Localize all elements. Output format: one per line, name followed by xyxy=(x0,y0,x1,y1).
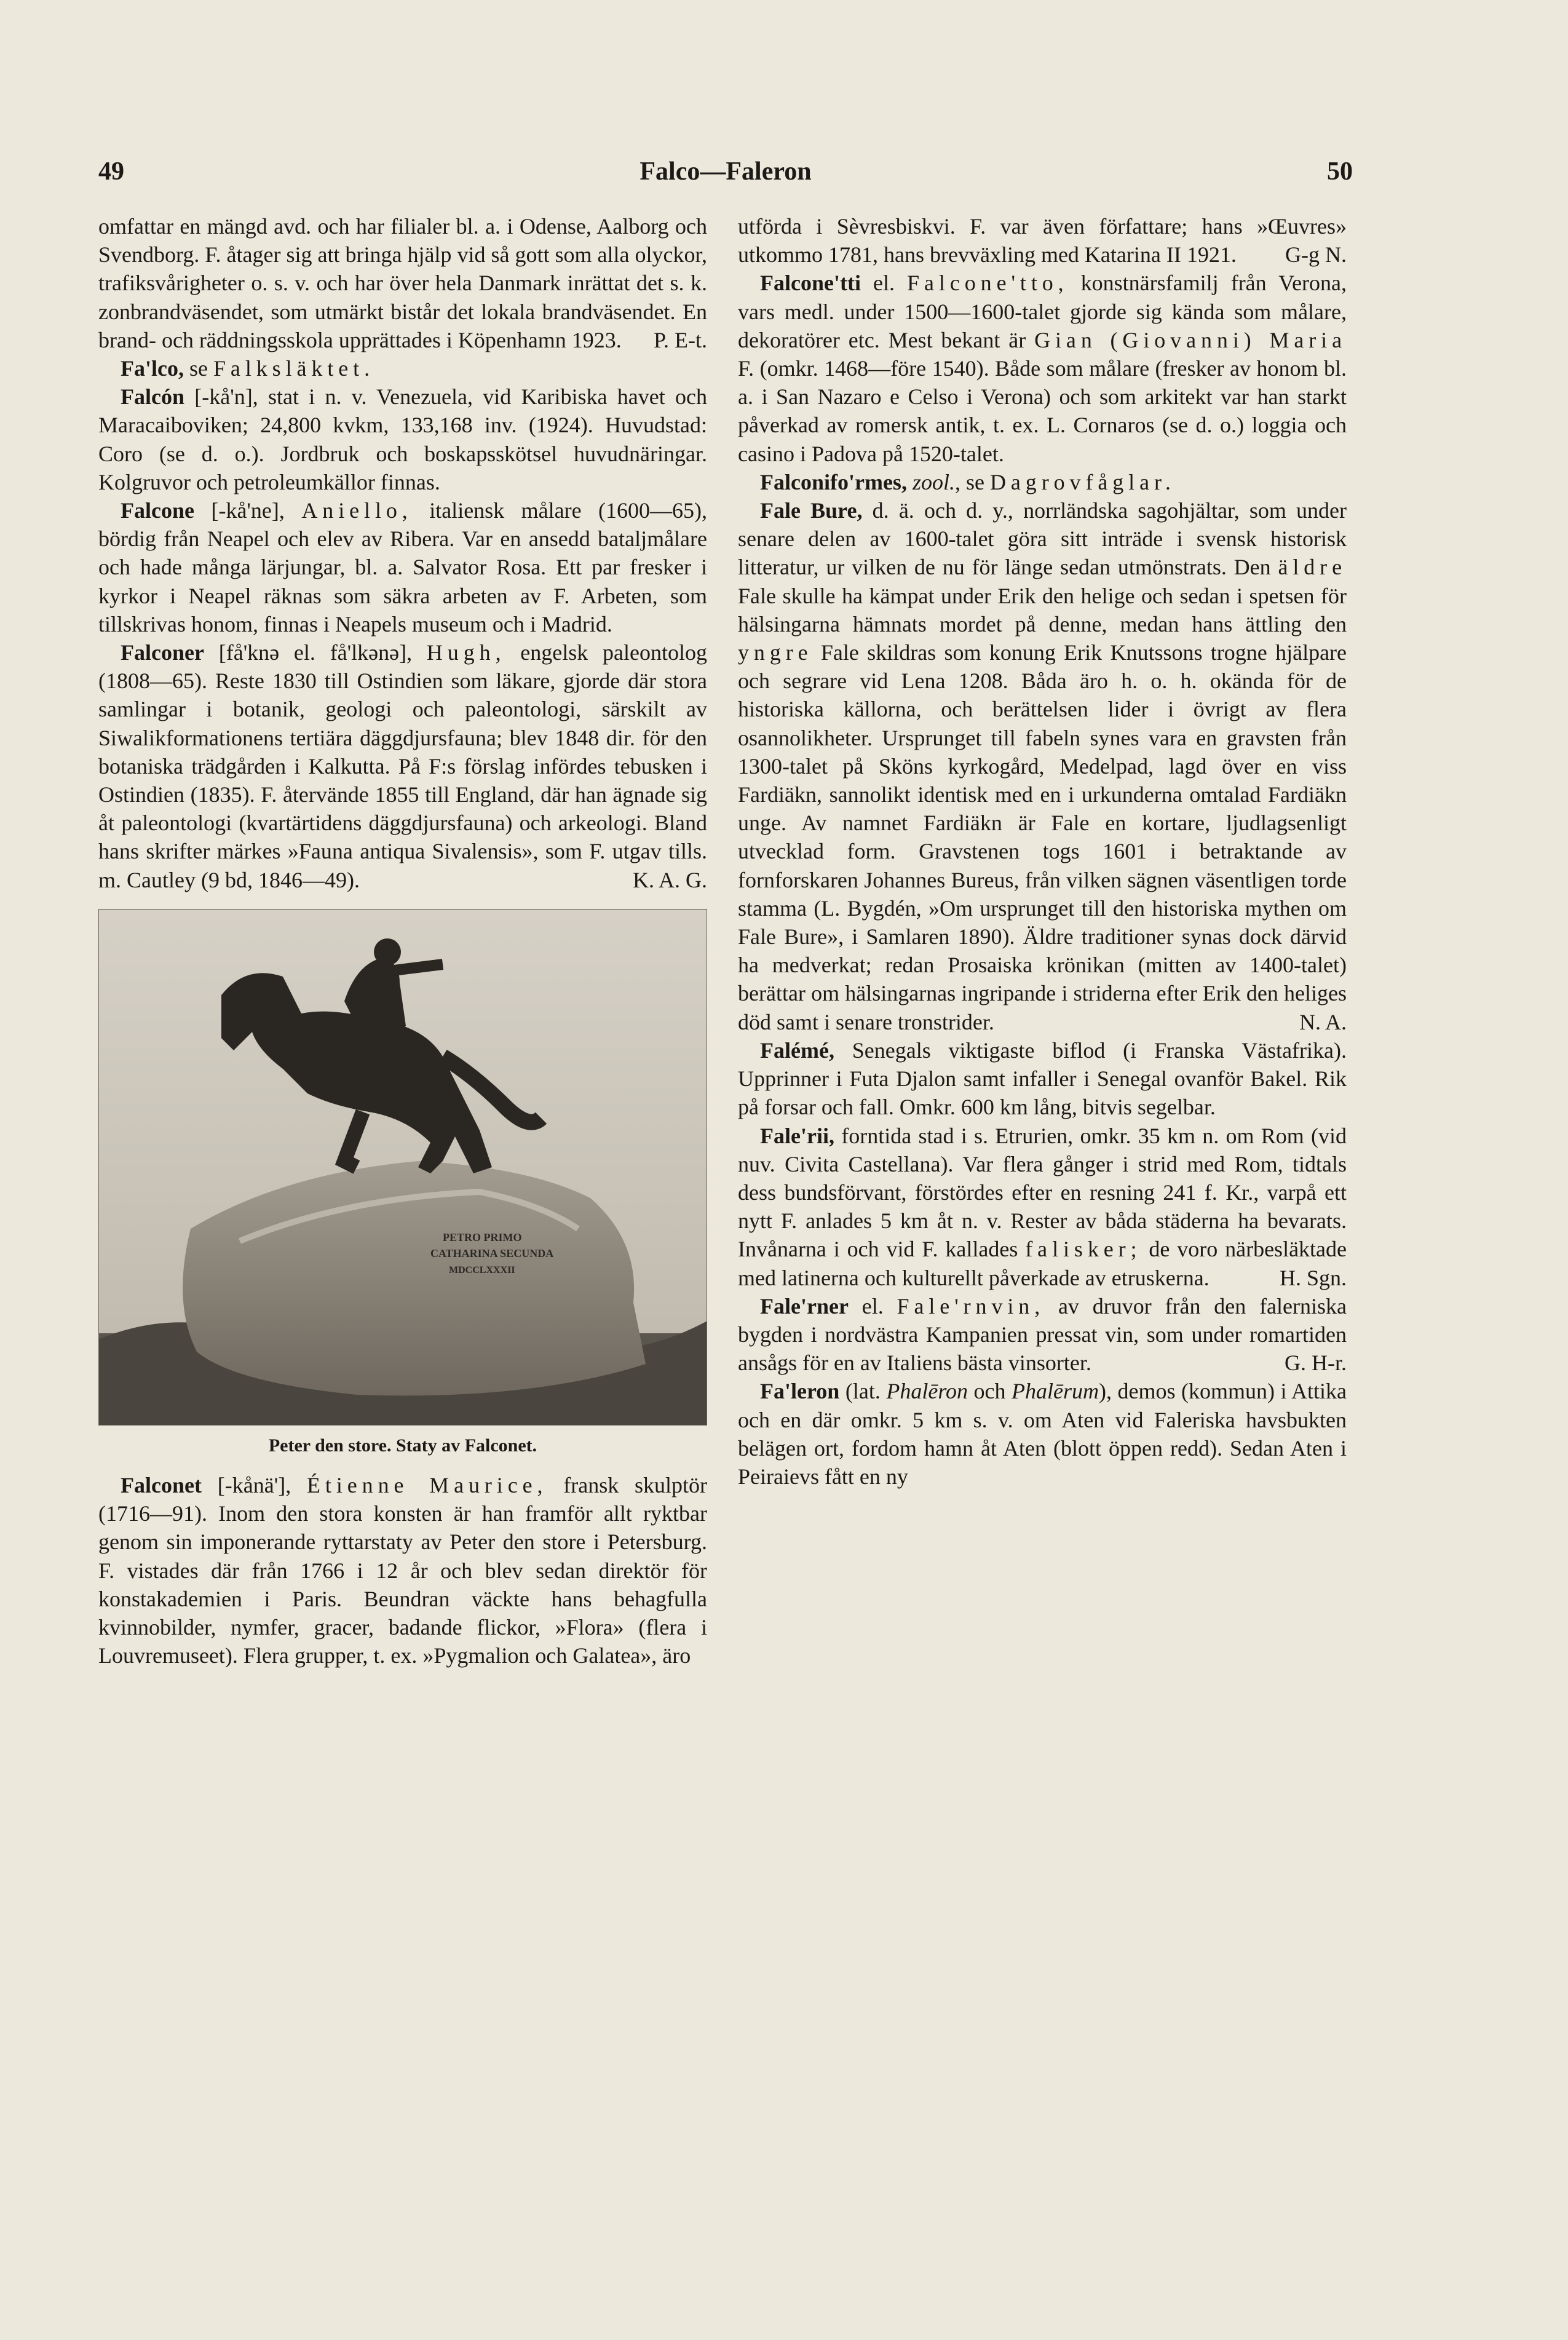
headword: Fa'lco, xyxy=(121,356,184,381)
headword: Fa'leron xyxy=(760,1379,840,1404)
entry-continuation: utförda i Sèvresbiskvi. F. var även författare; hans »Œuvres» utkommo 1781, hans brevväxling med Katarina II 1921. G-g N. xyxy=(738,212,1347,269)
entry-faleron: Fa'leron (lat. Phalēron och Phalērum), demos (kommun) i Attika och en där omkr. 5 km s. v. om Aten vid Faleriska havsbukten belägen ort, fordom hamn åt Aten (blott öppen redd). Sedan Aten i Peiraievs fått en ny xyxy=(738,1379,1347,1489)
headword: Fale'rii, xyxy=(760,1123,834,1148)
inscription-line-2: CATHARINA SECUNDA xyxy=(430,1247,554,1259)
entry-falcon: Falcón [-kå'n], stat i n. v. Venezuela, vid Karibiska havet och Maracaiboviken; 24,800 kvkm, 133,168 inv. (1924). Huvudstad: Coro (se d. o.). Jordbruk och boskapsskötsel huvudnäringar. Kolgruvor och petroleumkällor finnas. xyxy=(98,384,708,494)
right-column xyxy=(738,212,1347,1491)
cross-reference: Falksläktet. xyxy=(213,356,374,381)
inscription-line-1: PETRO PRIMO xyxy=(443,1231,522,1243)
entry-falcone: Falcone [-kå'ne], Aniello, italiensk målare (1600—65), bördig från Neapel och elev av Ribera. Var en ansedd bataljmålare och hade många lärjungar, bl. a. Salvator Rosa. Ett par fresker i kyrkor i Neapel räknas som säkra arbeten av F. Arbeten, som tillskrivas honom, finnas i Neapels museum och i Madrid. xyxy=(98,498,708,637)
headword: Falconet xyxy=(121,1473,202,1498)
entry-falconiformes: Falconifo'rmes, zool., se Dagrovfåglar. xyxy=(760,469,1176,494)
entry-falconer: Falconer [få'knə el. få'lkənə], Hugh, engelsk paleontolog (1808—65). Reste 1830 till Ostindien som läkare, gjorde där stora samlingar i botanik, geologi och paleontologi, särskilt av Siwalikformationens tertiära däggdjursfauna; blev 1848 dir. för den botaniska trädgården i Kalkutta. På F:s förslag infördes tebusken i Ostindien (1835). F. återvände 1855 till England, där han ägnade sig åt paleontologi (kvartärtidens däggdjursfauna) och arkeologi. Bland hans skrifter märkes »Fauna antiqua Sivalensis», som F. utgav tills. m. Cautley (9 bd, 1846—49). K. A. G. xyxy=(98,638,707,894)
statue-photo xyxy=(98,909,707,1426)
author-signature: G. H-r. xyxy=(1285,1350,1347,1376)
left-column xyxy=(98,212,707,1670)
headword: Falcón xyxy=(121,384,184,410)
headword: Falcone xyxy=(121,498,194,523)
headword: Falcone'tti xyxy=(760,271,861,296)
entry-fale-bure: Fale Bure, d. ä. och d. y., norrländska sagohjältar, som under senare delen av 1600-talet göra sitt inträde i svensk historisk litteratur, ur vilken de nu för länge sedan utmönstrats. Den äldre Fale skulle ha kämpat under Erik den helige och sedan i spetsen för hälsingarna hämnats mordet på denne, medan hans ättling den yngre Fale skildras som konung Erik Knutssons trogne hjälpare och segrare vid Lena 1208. Båda äro h. o. h. okända för de historiska källorna, och berättelsen lider i övrigt av flera osannolikheter. Ursprunget till fabeln synes vara en gravsten från 1300-talet på Sköns kyrkogård, Medelpad, lagd över en viss Fardiäkn, sannolikt identisk med en i urkunderna omtalad Fardiäkn unge. Av namnet Fardiäkn är Fale en kortare, ljudlagsenligt utvecklad form. Gravstenen togs 1601 i betraktande av fornforskaren Johannes Bureus, från vilken sägnen väsentligen torde stamma (L. Bygdén, »Om ursprunget till den historiska mythen om Fale Bure», i Samlaren 1890). Äldre traditioner synas dock därvid ha medverkat; redan Prosaiska krönikan (mitten av 1400-talet) berättar om hälsingarnas ingripande i striderna efter Erik den heliges död samt i senare tronstrider. N. A. xyxy=(738,496,1347,1036)
entry-continuation: omfattar en mängd avd. och har filialer bl. a. i Odense, Aalborg och Svendborg. F. åtager sig att bringa hjälp vid så gott som alla olyckor, trafiksvårigheter o. s. v. och har över hela Danmark inrättat det s. k. zonbrandväsendet, som utmärkt bistår det lokala brandväsendet. En brand- och räddningsskola upprättades i Köpenhamn 1923. P. E-t. xyxy=(98,212,707,354)
entry-falco: Fa'lco, se Falksläktet. xyxy=(121,356,374,381)
inscription-line-3: MDCCLXXXII xyxy=(449,1264,515,1275)
statue-figure xyxy=(98,909,707,1460)
entry-falconetti: Falcone'tti el. Falcone'tto, konstnärsfamilj från Verona, vars medl. under 1500—1600-talet gjorde sig kända som målare, dekoratörer etc. Mest bekant är Gian (Giovanni) Maria F. (omkr. 1468—före 1540). Både som målare (fresker av honom bl. a. i San Nazaro e Celso i Verona) och som arkitekt var han starkt påverkad av romersk antik, t. ex. L. Cornaros (se d. o.) loggia och casino i Padova på 1520-talet. xyxy=(738,271,1347,466)
headword: Falconer xyxy=(121,640,204,665)
entry-falerii: Fale'rii, forntida stad i s. Etrurien, omkr. 35 km n. om Rom (vid nuv. Civita Castellana). Var flera gånger i strid med Rom, tidtals dess bundsförvant, förstördes efter en resning 241 f. Kr., varpå ett nytt F. anlades 5 km åt n. v. Rester av båda städerna ha bevarats. Invånarna i och vid F. kallades falisker; de voro närbesläktade med latinerna och kulturellt påverkade av etruskerna. H. Sgn. xyxy=(738,1122,1347,1292)
headword: Fale Bure, xyxy=(760,498,863,523)
entry-faleme: Falémé, Senegals viktigaste biflod (i Franska Västafrika). Upprinner i Futa Djalon samt infaller i Senegal ovanför Bakel. Rik på forsar och fall. Omkr. 600 km lång, bitvis segelbar. xyxy=(738,1037,1347,1120)
author-signature: P. E-t. xyxy=(653,327,707,352)
running-header xyxy=(98,157,1353,200)
entry-falerner: Fale'rner el. Fale'rnvin, av druvor från den falerniska bygden i nordvästra Kampanien pressat vin, som under romartiden ansågs för en av Italiens bästa vinsorter. G. H-r. xyxy=(738,1292,1347,1378)
author-signature: N. A. xyxy=(1299,1009,1347,1034)
author-signature: G-g N. xyxy=(1285,242,1347,268)
entry-falconet: Falconet [-kånä'], Étienne Maurice, fransk skulptör (1716—91). Inom den stora konsten är han framför allt ryktbar genom sin imponerande ryttarstaty av Peter den store i Petersburg. F. vistades där från 1766 i 12 år och blev sedan direktör för konstakademien i Paris. Beundran väckte hans behagfulla kvinnobilder, nymfer, gracer, badande flickor, »Flora» (flera i Louvremuseet). Flera grupper, t. ex. »Pygmalion och Galatea», äro xyxy=(98,1473,708,1668)
author-signature: K. A. G. xyxy=(632,867,707,892)
headword: Falconifo'rmes, xyxy=(760,469,907,494)
headword: Fale'rner xyxy=(760,1293,849,1319)
page-number-right: 50 xyxy=(1327,157,1353,186)
figure-caption: Peter den store. Staty av Falconet. xyxy=(268,1435,537,1456)
running-title: Falco—Faleron xyxy=(639,157,812,186)
page-number-left: 49 xyxy=(98,157,124,186)
author-signature: H. Sgn. xyxy=(1279,1265,1347,1290)
cross-reference: Dagrovfåglar. xyxy=(989,469,1176,494)
headword: Falémé, xyxy=(760,1037,834,1063)
